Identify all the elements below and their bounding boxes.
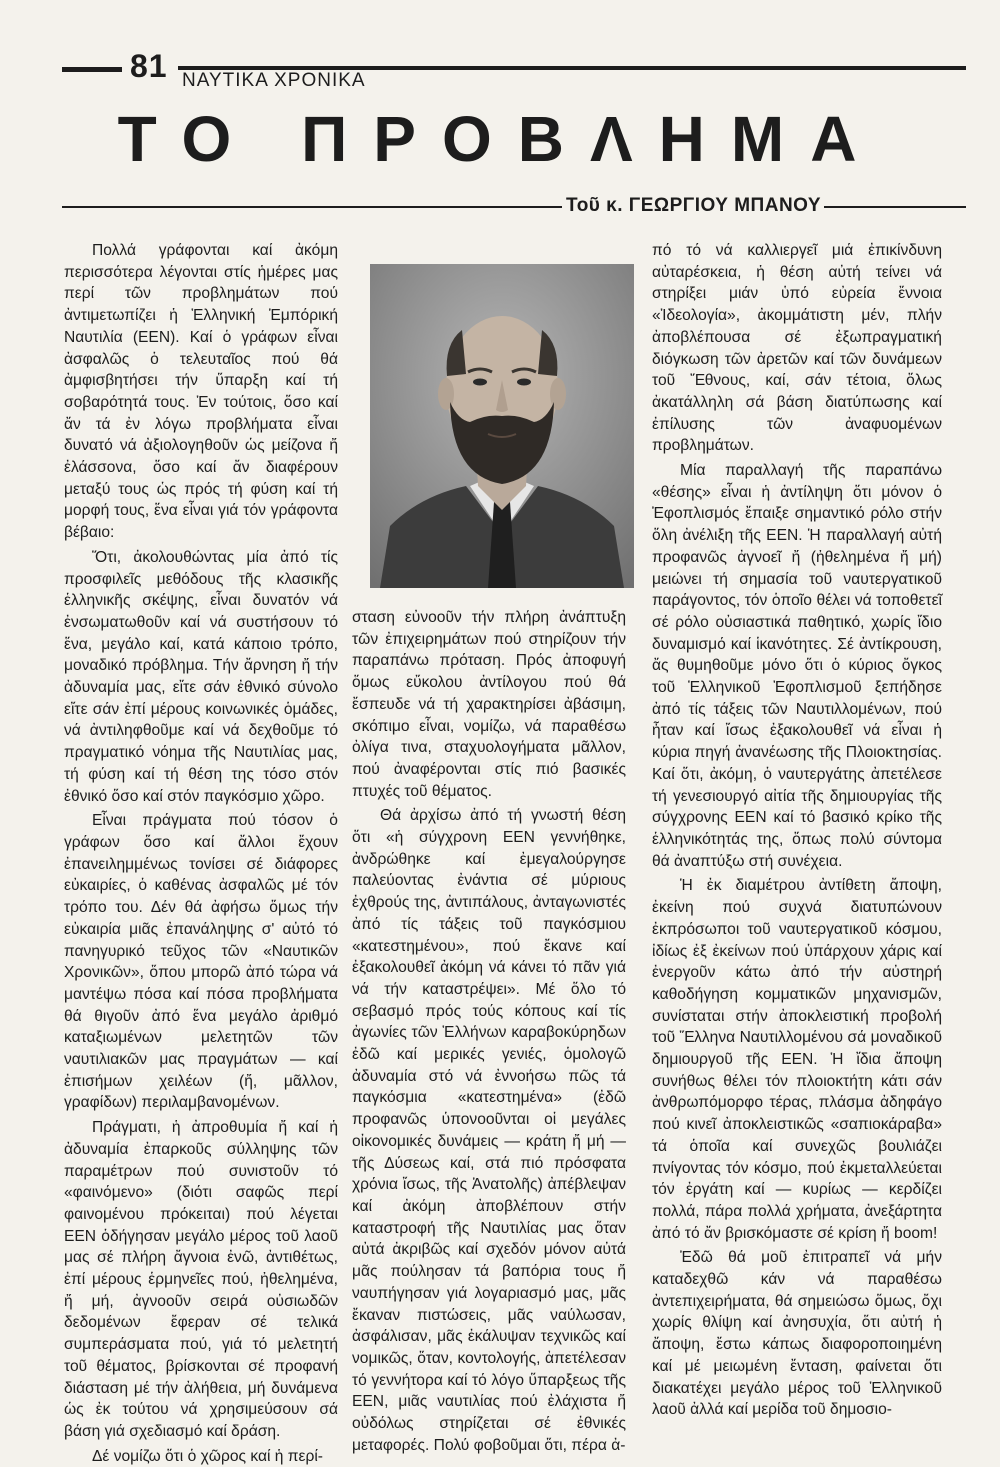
paragraph: Ἐδῶ θά μοῦ ἐπιτραπεῖ νά μήν καταδεχθῶ κάν νά παραθέσω ἀντεπιχειρήματα, θά σημειώσω ὅμως, ὄχι χωρίς θλίψη καί ἀνησυχία, ὅτι αὐτή ἡ ἄποψη, ἔστω κάπως διαφοροποιημένη καί μέ μειωμένη ἔνταση, φαίνεται ὅτι διακατέχει μεγάλο μέρος τοῦ Ἑλληνικοῦ λαοῦ ἀλλά καί μερίδα τοῦ δημοσιο- bbox=[652, 1249, 942, 1419]
byline-rule-right bbox=[824, 206, 966, 208]
paragraph: Ὅτι, ἀκολουθώντας μία ἀπό τίς προσφιλεῖς μεθόδους τῆς κλασικῆς ἑλληνικῆς σκέψης, εἶναι δυνατόν νά ἐνσωματωθοῦν καί νά συστήσουν τό ἕνα, μεγάλο καί, κατά κάποιο τρόπο, μοναδικό πρόβλημα. Τήν ἄρνηση ἤ τήν ἀδυναμία μας, εἴτε σάν ἐθνικό σύνολο εἴτε σάν ἐπί μέρους κοινωνικές ὁμάδες, νά ἀντιληφθοῦμε καί νά δεχθοῦμε τό πραγματικό νόημα τῆς Ναυτιλίας μας, τή φύση καί τή θέση της τόσο στόν ἐθνικό ὅσο καί στόν παγκόσμιο χῶρο. bbox=[64, 548, 338, 805]
article-column-3 bbox=[652, 240, 942, 1421]
paragraph: πό τό νά καλλιεργεῖ μιά ἐπικίνδυνη αὐταρέσκεια, ἡ θέση αὐτή τείνει νά στηρίξει μιάν ὑπό εὐρεία ἔννοια «Ἰδεολογία», ἀκομμάτιστη μέν, πλήν ἀποβλέπουσα σέ ἐξωπραγματική διόγκωση τῶν ἀρετῶν καί τῶν δυνάμεων τοῦ Ἔθνους, καί, σάν τέτοια, ὅλως ἀκατάλληλη σά βάση διατύπωσης καί ἐπίλυσης τῶν ἀναφυομένων προβλημάτων. bbox=[652, 242, 942, 455]
article-column-1 bbox=[64, 240, 338, 1467]
header-rule-left bbox=[62, 67, 122, 72]
paragraph: Ἡ ἐκ διαμέτρου ἀντίθετη ἄποψη, ἐκείνη πού συχνά διατυπώνουν ἐκπρόσωποι τοῦ ναυτεργατικοῦ κόσμου, ἰδίως ἐξ ἐκείνων πού ὑπάρχουν χάρις καί ἐνεργοῦν κάτω ἀπό τήν αὐστηρή καθοδήγηση κομματικῶν μηχανισμῶν, συνίσταται στήν ἀποκλειστική προβολή τοῦ Ἕλληνα Ναυτιλλομένου σά μοναδικοῦ δημιουργοῦ τῆς ΕΕΝ. Ἡ ἴδια ἄποψη συνήθως θέλει τόν πλοιοκτήτη κάτι σάν ἀνθρωπόμορφο τέρας, πλάσμα ἀδηφάγο πού κινεῖ ἀποκλειστικῶς «σαπιοκάραβα» τά ὁποῖα καί συνεχῶς βουλιάζει πνίγοντας τόν κόσμο, πού ἐκμεταλλεύεται τόν ἐργάτη καί — κυρίως — κερδίζει πολλά, πάρα πολλά χρήματα, ἀνεξάρτητα ἀπό τό ἄν βρισκόμαστε σέ κρίση ἤ boom! bbox=[652, 877, 942, 1242]
page-number: 81 bbox=[130, 48, 168, 84]
paragraph: σταση εὐνοοῦν τήν πλήρη ἀνάπτυξη τῶν ἐπιχειρημάτων πού στηρίζουν τήν παραπάνω πρόταση. Πρός ἀποφυγή ὅμως εὔκολου ἀντίλογου πού θά ἔσπευδε νά τή χαρακτηρίσει ἀβάσιμη, σκόπιμο εἶναι, νομίζω, νά παραθέσω ὀλίγα τινα, σταχυολογήματα μᾶλλον, πού ἀναφέρονται στίς πιό βασικές πτυχές τοῦ θέματος. bbox=[352, 609, 626, 800]
byline: Τοῦ κ. ΓΕΩΡΓΙΟΥ ΜΠΑΝΟΥ bbox=[566, 195, 822, 216]
article-title: ΤΟ ΠΡΟΒΛΗΜΑ bbox=[117, 103, 883, 175]
paragraph: Εἶναι πράγματα πού τόσον ὁ γράφων ὅσο καί ἄλλοι ἔχουν ἐπανειλημμένως τονίσει σέ διάφορες εὐκαιρίες, ὁ καθένας ἀσφαλῶς μέ τόν τρόπο του. Δέν θά ἀφήσω ὅμως τήν εὐκαιρία μιᾶς ἐπανάληψης σ' αὐτό τό πανηγυρικό τεῦχος τῶν «Ναυτικῶν Χρονικῶν», ὅπου μπορῶ ἀπό τώρα νά μαντέψω πόσα καί πόσα προβλήματα θά θιγοῦν ἀπό ἕνα μεγάλο ἀριθμό καταξιωμένων μελετητῶν τῶν ναυτιλιακῶν μας πραγμάτων — καί ἐπισήμων χειλέων (ἤ, μᾶλλον, γραφίδων) περιλαμβανομένων. bbox=[64, 812, 338, 1112]
paragraph: Θά ἀρχίσω ἀπό τή γνωστή θέση ὅτι «ἡ σύγχρονη ΕΕΝ γεννήθηκε, ἀνδρώθηκε καί ἐμεγαλούργησε παλεύοντας ἐνάντια σέ μύριους ἐχθρούς της, ἀντιπάλους, ἀνταγωνιστές ἀπό τίς τάξεις τοῦ παγκόσμιου «κατεστημένου», πού ἔκανε καί ἐξακολουθεῖ ἀκόμη νά κάνει τό πᾶν γιά νά τήν καταστρέψει». Μέ ὅλο τό σεβασμό πρός τούς κόπους καί τίς ἀγωνίες τῶν Ἑλλήνων καραβοκύρηδων ἐδῶ καί μερικές γενιές, ὁμολογῶ ἀδυναμία στό νά ἐννοήσω πῶς τά παγκόσμια «κατεστημένα» (ἐδῶ προφανῶς ὑπονοοῦνται οἱ μεγάλες οἰκονομικές δυνάμεις — κράτη ἤ μή — τῆς Δύσεως καί, στά πιό πρόσφατα χρόνια ἴσως, τῆς Ἀνατολῆς) ἀπέβλεψαν καί ἀκόμη ἀποβλέπουν στήν καταστροφή τῆς Ναυτιλίας μας ὅταν αὐτά ἀκριβῶς καί σχεδόν μόνον αὐτά μᾶς πούλησαν τά βαπόρια τους ἤ ναυπήγησαν γιά λογαριασμό μας, μᾶς ἔκαναν πιστώσεις, μᾶς ναύλωσαν, ἀσφάλισαν, μᾶς ἐκάλυψαν τεχνικῶς καί νομικῶς, ὅταν, κοντολογής, ἀπετέλεσαν τό γεννήτορα καί τό λόγο ὕπαρξεως τῆς ΕΕΝ, μιᾶς ναυτιλίας πού ἐλάχιστα ἤ οὐδόλως στηρίζεται σέ ἐθνικές μεταφορές. Πολύ φοβοῦμαι ὅτι, πέρα ἀ- bbox=[352, 807, 626, 1454]
paragraph: Πράγματι, ἡ ἀπροθυμία ἤ καί ἡ ἀδυναμία ἐπαρκοῦς σύλληψης τῶν παραμέτρων πού συνιστοῦν τό «φαινόμενο» (διότι σαφῶς περί φαινομένου πρόκειται) πού λέγεται ΕΕΝ ὁδήγησαν μεγάλο μέρος τοῦ λαοῦ μας σέ πλήρη ἄγνοια ἐνῶ, ἀντιθέτως, ἐπί μέρους ἑρμηνεῖες πού, ἠθελημένα, ἤ μή, ἀγνοοῦν σειρά οὐσιωδῶν δεδομένων ἔφεραν σέ τελικά συμπεράσματα πού, γιά τό μελετητή τοῦ θέματος, βρίσκονται σέ προφανή διάσταση μέ τήν ἀλήθεια, μή δυνάμενα ὡς ἐκ τούτου νά χρησιμεύσουν σά βάση γιά σχεδιασμό καί δράση. bbox=[64, 1119, 338, 1440]
magazine-name: ΝΑΥΤΙΚΑ ΧΡΟΝΙΚΑ bbox=[182, 70, 366, 91]
article-column-2 bbox=[352, 607, 626, 1456]
paragraph: Δέ νομίζω ὅτι ὁ χῶρος καί ἡ περί- bbox=[92, 1447, 324, 1465]
author-photo bbox=[370, 264, 634, 588]
paragraph: Μία παραλλαγή τῆς παραπάνω «θέσης» εἶναι ἡ ἀντίληψη ὅτι μόνον ὁ Ἐφοπλισμός ἔπαιξε σημαντικό ρόλο στήν ὅλη ἀνέλιξη τῆς ΕΕΝ. Ἡ παραλλαγή αὐτή προφανῶς ἀγνοεῖ ἤ (ἠθελημένα ἤ μή) μειώνει τή σημασία τοῦ ναυτεργατικοῦ παράγοντος, τόν ὁποῖο θέλει νά τοποθετεῖ σέ ρόλο οὐσιαστικά παθητικό, χωρίς ἴδιο δυναμισμό καί ἱκανότητες. Σέ ἀντίκρουση, ἄς θυμηθοῦμε μόνο ὅτι ὁ κύριος ὄγκος τοῦ Ἑλληνικοῦ Ἐφοπλισμοῦ ξεπήδησε ἀπό τίς τάξεις τῶν Ναυτιλλομένων, πού ἦταν καί ἴσως ἐξακολουθεῖ νά εἶναι ἡ κύρια πηγή ἀνανέωσης τῆς Πλοιοκτησίας. Καί ὅτι, ἀκόμη, ὁ ναυτεργάτης ἀπετέλεσε τή γενεσιουργό αἰτία τῆς δημιουργίας τῆς σύγχρονης ΕΕΝ καί τό βασικό κρίκο τῆς ἑλληνικότητάς της, ὅπως πολύ σύντομα θά ἀναπτύξω στή συνέχεια. bbox=[652, 462, 942, 870]
paragraph: Πολλά γράφονται καί ἀκόμη περισσότερα λέγονται στίς ἡμέρες μας περί τῶν προβλημάτων πού ἀντιμετωπίζει ἡ Ἑλληνική Ἐμπόρική Ναυτιλία (ΕΕΝ). Καί ὁ γράφων εἶναι ἀσφαλῶς ὁ τελευταῖος πού θά ἀμφισβητήσει τήν ὕπαρξη καί τή σοβαρότητά τους. Ἐν τούτοις, ὅσο καί ἄν τά ἐν λόγω προβλήματα εἶναι δυνατό νά ἀξιολογηθοῦν ὡς μείζονα ἤ ἐλάσσονα, ὅσο καί ἄν διαφέρουν μεταξύ τους ὡς πρός τή φύση καί τή μορφή τους, ἕνα εἶναι γιά τόν γράφοντα βέβαιο: bbox=[64, 242, 338, 542]
byline-rule-left bbox=[62, 206, 562, 208]
